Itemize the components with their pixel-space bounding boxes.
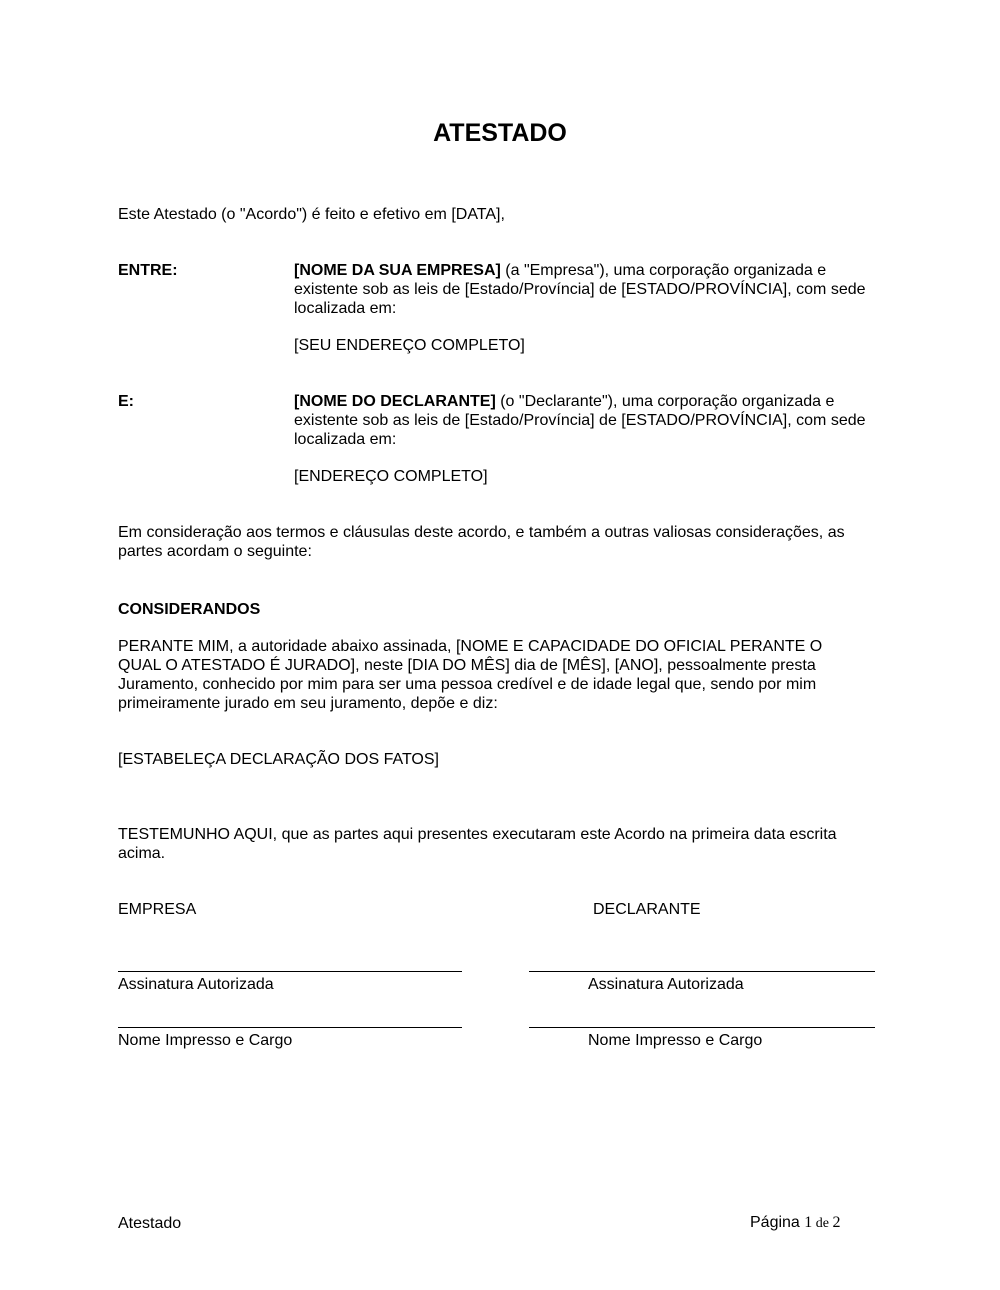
party-declarant-name: [NOME DO DECLARANTE] (294, 393, 496, 410)
witness-paragraph: TESTEMUNHO AQUI, que as partes aqui presentes executaram este Acordo na primeira data escrita acima. (118, 826, 837, 862)
document-title: ATESTADO (433, 119, 567, 147)
footer-page-indicator (750, 1213, 840, 1233)
printed-name-title-company: Nome Impresso e Cargo (118, 1032, 293, 1049)
signature-line-declarant (529, 971, 875, 972)
footer-page-number: 1 (804, 1214, 813, 1231)
party-declarant-address: [ENDEREÇO COMPLETO] (294, 468, 488, 485)
footer-of-word: de (812, 1216, 833, 1231)
name-line-company (118, 1027, 462, 1028)
recitals-heading: CONSIDERANDOS (118, 601, 261, 618)
authorized-signature-company: Assinatura Autorizada (118, 976, 274, 993)
party-company-description (294, 261, 884, 318)
consideration-paragraph: Em consideração aos termos e cláusulas deste acordo, e também a outras valiosas considerações, as partes acordam o seguinte: (118, 524, 845, 560)
facts-placeholder: [ESTABELEÇA DECLARAÇÃO DOS FATOS] (118, 751, 439, 768)
footer-page-word: Página (750, 1214, 805, 1231)
party-label-between: ENTRE: (118, 262, 178, 279)
party-company-name: [NOME DA SUA EMPRESA] (294, 262, 501, 279)
party-company-text: (a "Empresa"), uma corporação organizada e existente sob as leis de [Estado/Província] de [ESTADO/PROVÍNCIA], com sede localizada em: (294, 262, 866, 317)
intro-paragraph: Este Atestado (o "Acordo") é feito e efetivo em [DATA], (118, 206, 505, 223)
party-company-address: [SEU ENDEREÇO COMPLETO] (294, 337, 525, 354)
signature-heading-declarant: DECLARANTE (593, 901, 701, 918)
signature-heading-company: EMPRESA (118, 901, 197, 918)
party-declarant-text: (o "Declarante"), uma corporação organizada e existente sob as leis de [Estado/Província] de [ESTADO/PROVÍNCIA], com sede localizada em: (294, 393, 866, 448)
recitals-body: PERANTE MIM, a autoridade abaixo assinada, [NOME E CAPACIDADE DO OFICIAL PERANTE O QUAL O ATESTADO É JURADO], neste [DIA DO MÊS] dia de [MÊS], [ANO], pessoalmente presta Juramento, conhecido por mim para ser uma pessoa credível e de idade legal que, sendo por mim primeiramente jurado em seu juramento, depõe e diz: (118, 638, 823, 712)
party-declarant-description (294, 392, 884, 449)
party-label-and: E: (118, 393, 134, 410)
footer-total-pages: 2 (832, 1214, 841, 1231)
authorized-signature-declarant: Assinatura Autorizada (588, 976, 744, 993)
footer-document-name: Atestado (118, 1215, 182, 1232)
printed-name-title-declarant: Nome Impresso e Cargo (588, 1032, 763, 1049)
name-line-declarant (529, 1027, 875, 1028)
signature-line-company (118, 971, 462, 972)
